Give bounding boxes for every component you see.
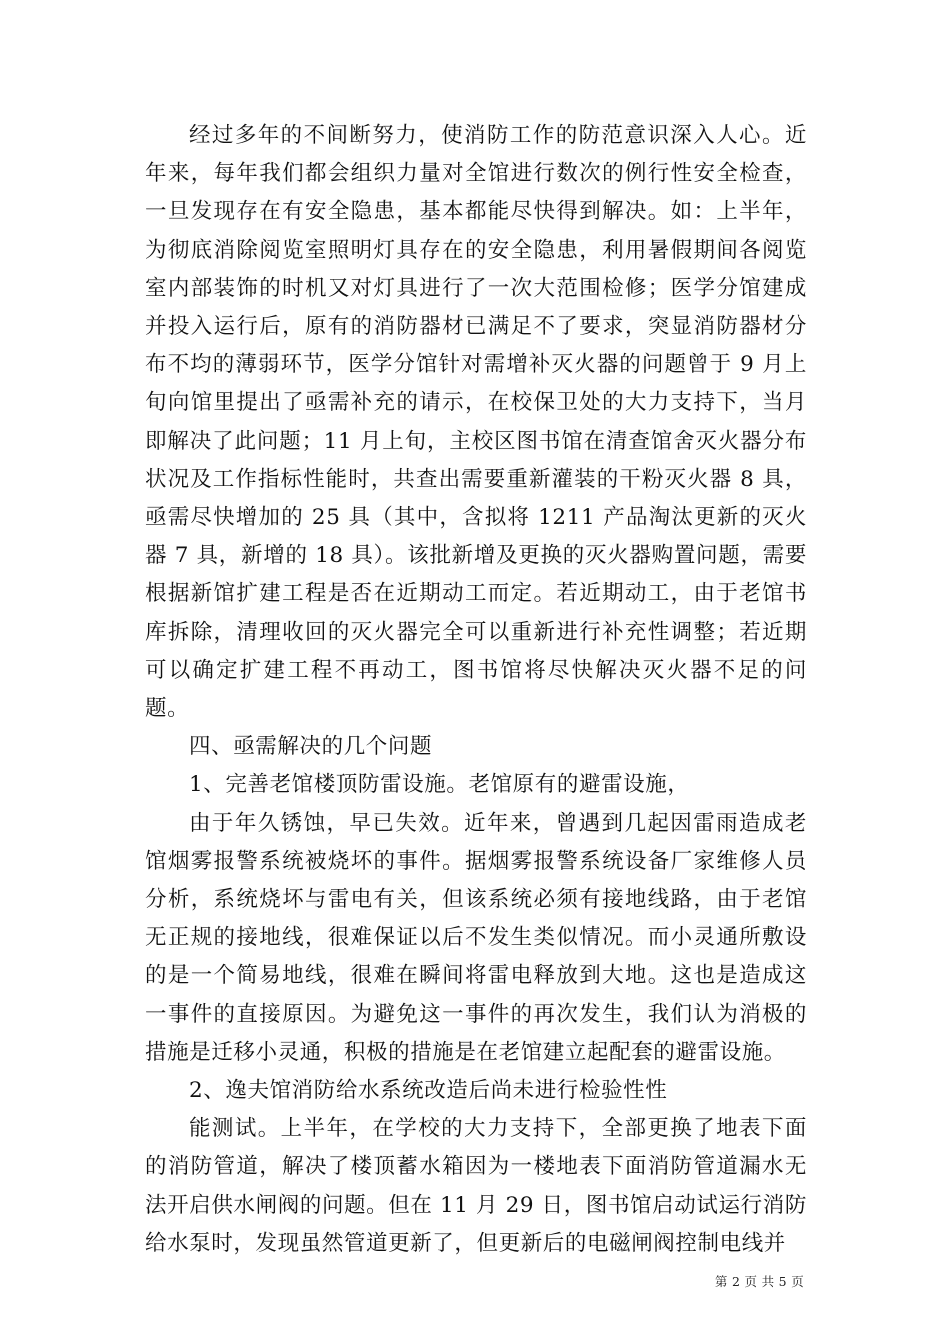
paragraph-lightning-protection: 由于年久锈蚀，早已失效。近年来，曾遇到几起因雷雨造成老馆烟雾报警系统被烧坏的事件。据烟雾报警系统设备厂家维修人员分析，系统烧坏与雷电有关，但该系统必须有接地线路，由于老馆无正规的接地线，很难保证以后不发生类似情况。而小灵通所敷设的是一个简易地线，很难在瞬间将雷电释放到大地。这也是造成这一事件的直接原因。为避免这一事件的再次发生，我们认为消极的措施是迁移小灵通，积极的措施是在老馆建立起配套的避雷设施。 [145,810,807,1065]
section-heading-urgent-issues: 四、亟需解决的几个问题 [189,734,433,760]
item-heading-lightning-protection: 1、完善老馆楼顶防雷设施。老馆原有的避雷设施， [189,772,690,798]
item-heading-water-system: 2、逸夫馆消防给水系统改造后尚未进行检验性性 [189,1078,668,1104]
document-body [145,117,807,1263]
paragraph-fire-safety-inspection: 经过多年的不间断努力，使消防工作的防范意识深入人心。近年来，每年我们都会组织力量对全馆进行数次的例行性安全检查，一旦发现存在有安全隐患，基本都能尽快得到解决。如：上半年，为彻底消除阅览室照明灯具存在的安全隐患，利用暑假期间各阅览室内部装饰的时机又对灯具进行了一次大范围检修；医学分馆建成并投入运行后，原有的消防器材已满足不了要求，突显消防器材分布不均的薄弱环节，医学分馆针对需增补灭火器的问题曾于 9 月上旬向馆里提出了亟需补充的请示，在校保卫处的大力支持下，当月即解决了此问题；11 月上旬，主校区图书馆在清查馆舍灭火器分布状况及工作指标性能时，共查出需要重新灌装的干粉灭火器 8 具，亟需尽快增加的 25 具（其中，含拟将 1211 产品淘汰更新的灭火器 7 具，新增的 18 具）。该批新增及更换的灭火器购置问题，需要根据新馆扩建工程是否在近期动工而定。若近期动工，由于老馆书库拆除，清理收回的灭火器完全可以重新进行补充性调整；若近期可以确定扩建工程不再动工，图书馆将尽快解决灭火器不足的问题。 [145,123,807,722]
page-number-footer: 第 2 页 共 5 页 [714,1274,804,1289]
paragraph-water-system: 能测试。上半年，在学校的大力支持下，全部更换了地表下面的消防管道，解决了楼顶蓄水箱因为一楼地表下面消防管道漏水无法开启供水闸阀的问题。但在 11 月 29 日，图书馆启动试运行消防给水泵时，发现虽然管道更新了，但更新后的电磁闸阀控制电线并 [145,1116,807,1256]
